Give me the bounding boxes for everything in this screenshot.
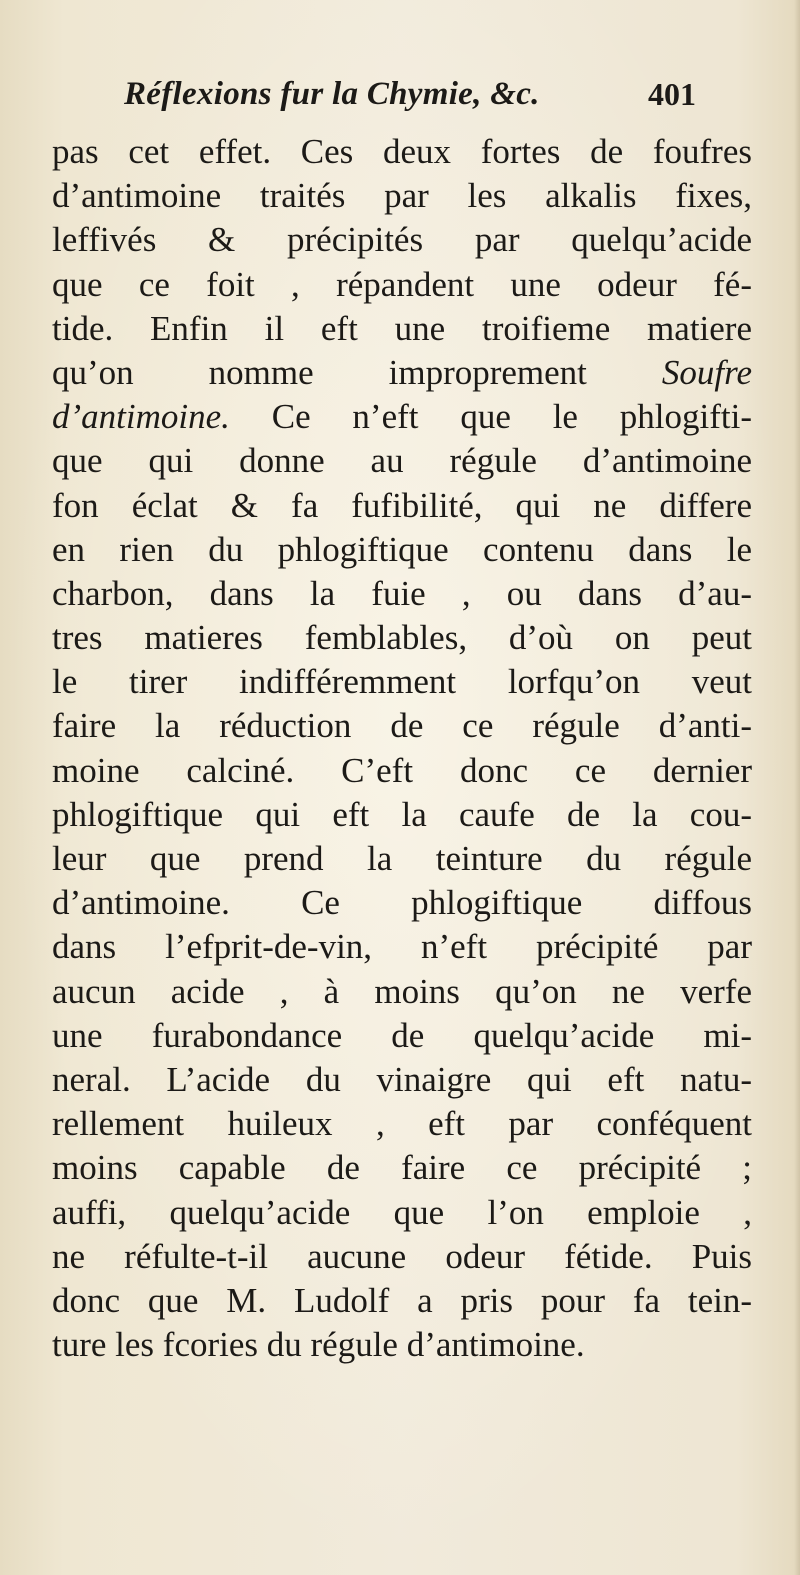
text-line [52, 1146, 752, 1190]
text-line [52, 1323, 742, 1367]
text-line [52, 1279, 752, 1323]
text-line [52, 439, 752, 483]
text-line [52, 1102, 752, 1146]
running-head: Réflexions fur la Chymie, &c. [124, 76, 540, 112]
text-line [52, 925, 752, 969]
text-segment: rellement huileux , eft par conféquent [52, 1104, 752, 1144]
text-line [52, 572, 752, 616]
text-segment: leur que prend la teinture du régule [52, 839, 752, 878]
text-segment: faire la réduction de ce régule d’anti- [52, 706, 752, 746]
italic-segment: d’antimoine. [52, 397, 230, 437]
text-line [52, 351, 752, 395]
text-segment: que qui donne au régule d’antimoine [52, 441, 752, 481]
text-segment: pas cet effet. Ces deux fortes de foufres [52, 132, 752, 171]
text-segment: qu’on nomme improprement [52, 352, 662, 392]
text-segment: auffi, quelqu’acide que l’on emploie , [52, 1192, 752, 1232]
text-line [52, 1014, 752, 1058]
text-line [52, 263, 752, 307]
text-line [52, 130, 752, 174]
text-segment: dans l’efprit-de-vin, n’eft précipité par [52, 927, 752, 967]
text-segment: fon éclat & fa fufibilité, qui ne differe [52, 485, 752, 525]
text-segment: charbon, dans la fuie , ou dans d’au- [52, 573, 752, 613]
text-segment: aucun acide , à moins qu’on ne verfe [52, 971, 752, 1011]
text-segment: une furabondance de quelqu’acide mi- [52, 1015, 752, 1055]
text-line [52, 970, 752, 1014]
text-line [52, 1058, 752, 1102]
body-text [52, 130, 752, 1367]
text-segment: ne réfulte-t-il aucune odeur fétide. Puis [52, 1236, 752, 1276]
italic-segment: Soufre [661, 352, 752, 392]
text-segment: tide. Enfin il eft une troifieme matiere [52, 308, 752, 348]
text-segment: phlogiftique qui eft la caufe de la cou- [52, 794, 752, 834]
text-segment: moine calciné. C’eft donc ce dernier [52, 750, 752, 790]
text-line [52, 484, 752, 528]
text-line [52, 395, 752, 439]
text-line [52, 174, 752, 218]
text-segment: moins capable de faire ce précipité ; [52, 1148, 752, 1188]
text-segment: d’antimoine. Ce phlogiftique diffous [52, 883, 752, 923]
text-segment: d’antimoine traités par les alkalis fixes, [52, 176, 752, 216]
text-line [52, 749, 752, 793]
page-header [52, 68, 752, 118]
text-segment: tres matieres femblables, d’où on peut [52, 618, 752, 658]
page-number: 401 [648, 76, 696, 112]
text-line [52, 1191, 752, 1235]
text-line [52, 837, 752, 881]
text-segment: le tirer indifféremment lorfqu’on veut [52, 662, 752, 702]
text-line [52, 616, 752, 660]
text-line [52, 660, 752, 704]
text-segment: Ce n’eft que le phlogifti- [229, 397, 752, 437]
text-line [52, 704, 752, 748]
text-segment: donc que M. Ludolf a pris pour fa tein- [52, 1280, 752, 1320]
text-line [52, 307, 752, 351]
text-segment: leffivés & précipités par quelqu’acide [52, 220, 752, 260]
text-line [52, 793, 752, 837]
text-line [52, 881, 752, 925]
text-line [52, 218, 752, 262]
text-segment: ture les fcories du régule d’antimoine. [52, 1325, 585, 1365]
text-line [52, 1235, 752, 1279]
text-segment: en rien du phlogiftique contenu dans le [52, 529, 752, 569]
text-segment: neral. L’acide du vinaigre qui eft natu- [52, 1059, 752, 1099]
text-line [52, 528, 752, 572]
text-segment: que ce foit , répandent une odeur fé- [52, 264, 752, 304]
